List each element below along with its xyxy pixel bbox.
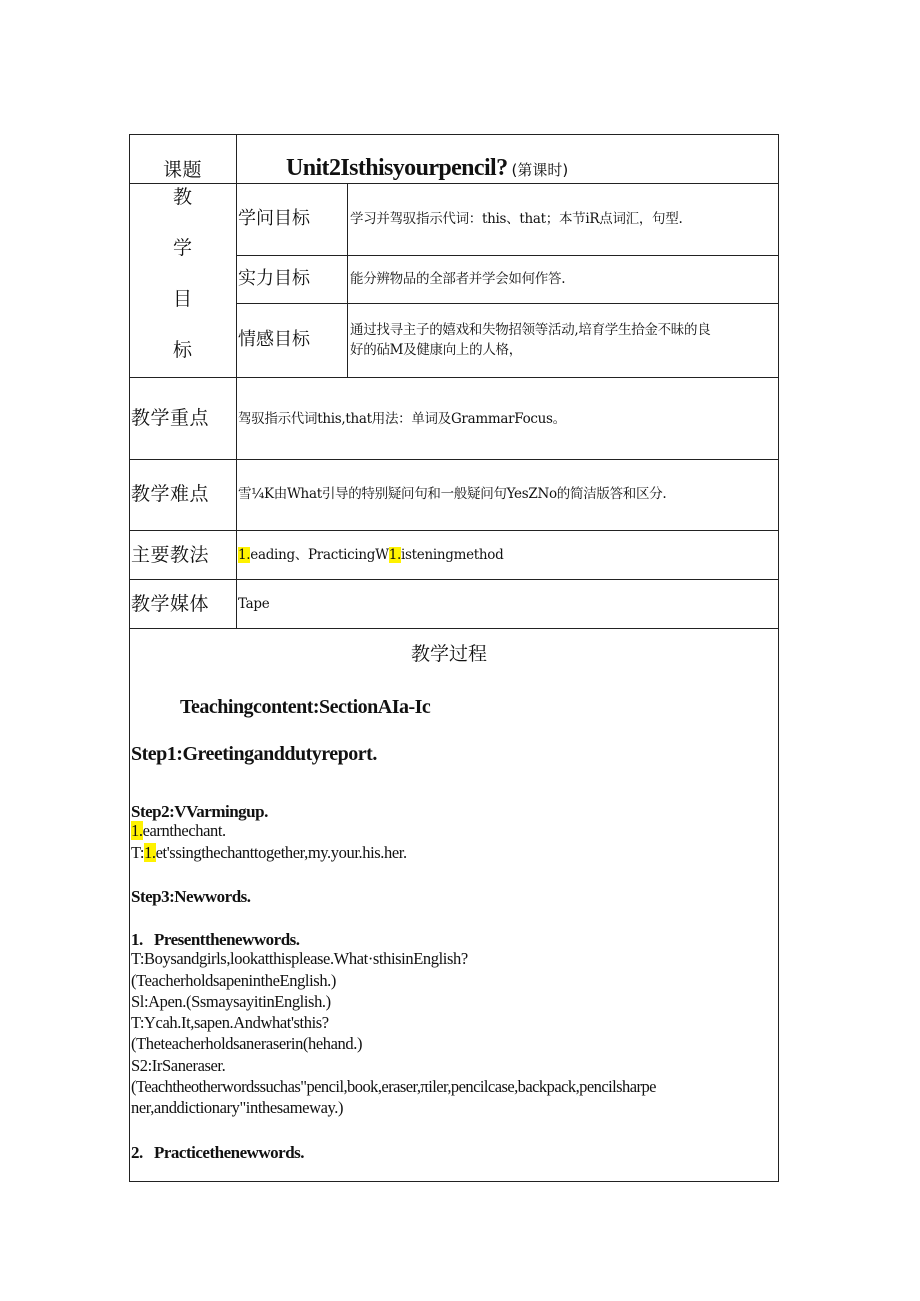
emotion-objective-text-line1: 通过找寻主子的嬉戏和失物招领等活动,培育学生拾金不昧的良 xyxy=(350,322,711,338)
sub-step-2-heading: 2. Practicethenewwords. xyxy=(131,1143,305,1162)
methods-label: 主要教法 xyxy=(131,544,210,566)
ability-objective-text: 能分辨物品的全部者并学会如何作答. xyxy=(350,271,566,287)
dialogue-line-1: T:Boysandgirls,lookatthisplease.What·sthisinEnglish? xyxy=(131,949,468,968)
difficulties-label: 教学难点 xyxy=(131,483,210,505)
methods-highlight-1: 1. xyxy=(238,547,251,563)
rule-after-key-points xyxy=(129,459,779,460)
step-2-line-1 xyxy=(131,823,226,840)
dialogue-line-7: (Teachtheotherwordssuchas"pencil,book,eraser,πiler,pencilcase,backpack,pencilsharpe xyxy=(131,1077,656,1096)
step-2-line-2-prefix: T: xyxy=(131,843,145,862)
methods-text-part-2: isteningmethod xyxy=(400,547,504,563)
objectives-label-char-1: 教 xyxy=(173,186,193,208)
methods-text-part-1: eading、PracticingW xyxy=(250,547,389,563)
step-3-heading: Step3:Newwords. xyxy=(131,887,251,906)
difficulties-text: 雪¼K由What引导的特别疑问句和一般疑问句YesZNo的简洁版答和区分. xyxy=(238,486,667,502)
process-heading: 教学过程 xyxy=(411,643,488,665)
step-2-line-2-highlight: 1. xyxy=(144,843,156,862)
dialogue-line-5: (Theteacherholdsaneraserin(hehand.) xyxy=(131,1034,363,1053)
knowledge-objective-label: 学问目标 xyxy=(238,208,310,229)
step-2-heading: Step2:VVarmingup. xyxy=(131,802,268,821)
rule-after-objectives xyxy=(129,377,779,378)
rule-objective-1 xyxy=(347,255,779,256)
knowledge-objective-text: 学习并驾驭指示代词：this、that；本节iR点词汇，句型. xyxy=(350,211,683,227)
rule-after-difficulties xyxy=(129,530,779,531)
objectives-label-char-2: 学 xyxy=(173,237,193,259)
teaching-content: Teachingcontent:SectionAIa-Ic xyxy=(180,696,431,718)
methods-highlight-2: 1. xyxy=(388,547,401,563)
step-2-line-2-text: et'ssingthechanttogether,my.your.his.her. xyxy=(155,843,407,862)
ability-objective-label: 实力目标 xyxy=(238,268,310,289)
sub-step-1-heading: 1. Presentthenewwords. xyxy=(131,930,300,949)
rule-objective-2 xyxy=(236,303,779,304)
rule-after-methods xyxy=(129,579,779,580)
step-1-heading: Step1:Greetinganddutyreport. xyxy=(131,743,377,765)
lesson-title-main: Unit2Isthisyourpencil? xyxy=(286,155,508,181)
rule-after-title xyxy=(129,183,779,184)
step-2-line-1-text: earnthechant. xyxy=(142,821,226,840)
lesson-title-suffix: (第课时) xyxy=(511,161,569,179)
key-points-label: 教学重点 xyxy=(131,407,210,429)
emotion-objective-label: 情感目标 xyxy=(238,329,310,350)
step-2-line-1-highlight: 1. xyxy=(131,821,143,840)
course-label: 课题 xyxy=(163,159,203,181)
media-label: 教学媒体 xyxy=(131,593,210,615)
dialogue-line-3: Sl:Apen.(SsmaysayitinEnglish.) xyxy=(131,992,331,1011)
objectives-label-char-3: 目 xyxy=(173,288,193,310)
objectives-label-char-4: 标 xyxy=(173,339,193,361)
dialogue-line-8: ner,anddictionary"inthesameway.) xyxy=(131,1098,344,1117)
key-points-text: 驾驭指示代词this,that用法：单词及GrammarFocus。 xyxy=(238,411,566,427)
label-column-divider xyxy=(236,134,237,628)
objective-label-divider xyxy=(347,183,348,377)
dialogue-line-6: S2:IrSaneraser. xyxy=(131,1056,226,1075)
step-2-line-2 xyxy=(131,845,407,862)
dialogue-line-4: T:Ycah.It,sapen.Andwhat'sthis? xyxy=(131,1013,329,1032)
rule-objective-1-left xyxy=(236,255,347,256)
methods-text xyxy=(238,549,503,563)
rule-after-media xyxy=(129,628,779,629)
media-text: Tape xyxy=(238,596,270,612)
emotion-objective-text-line2: 好的砧M及健康向上的人格， xyxy=(350,342,522,358)
dialogue-line-2: (TeacherholdsapenintheEnglish.) xyxy=(131,971,336,990)
lesson-title xyxy=(286,156,568,180)
